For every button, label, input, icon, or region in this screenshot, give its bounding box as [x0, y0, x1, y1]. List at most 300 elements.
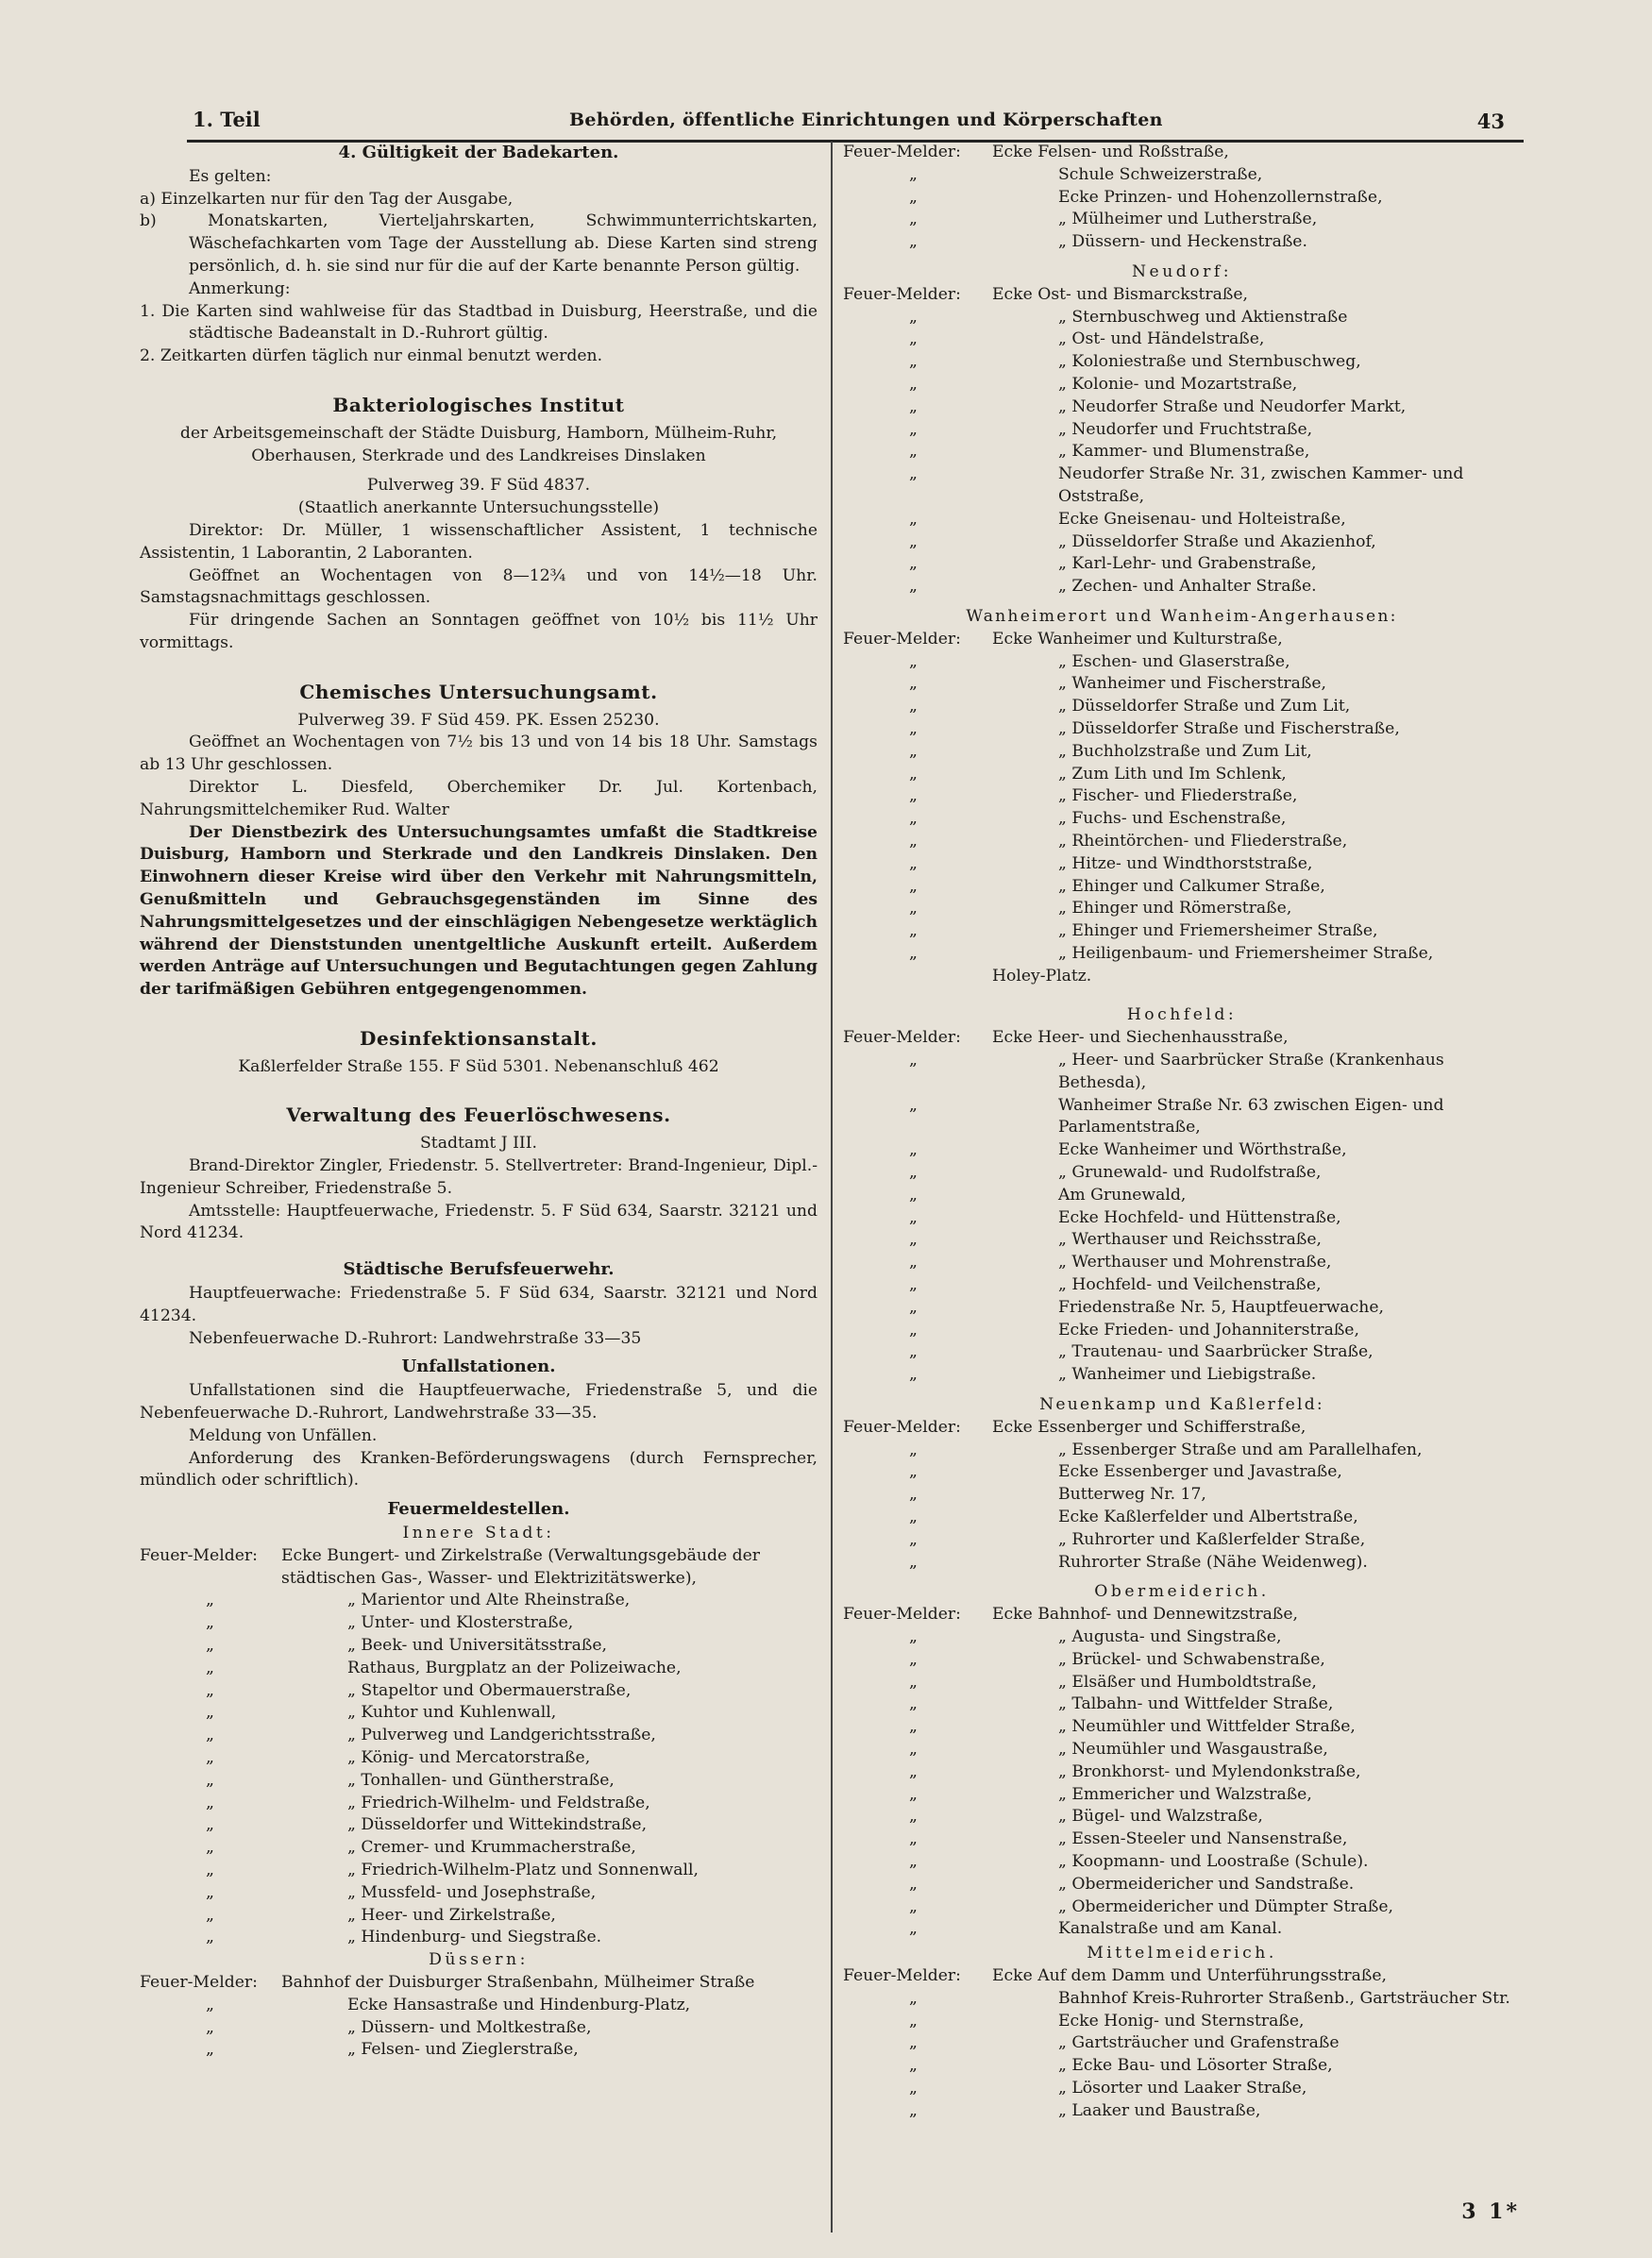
melder-label: „: [909, 651, 918, 671]
list-item: [843, 1507, 1521, 1529]
list-item: [843, 2011, 1521, 2033]
list-item: [843, 1626, 1521, 1649]
melder-location: Ecke Ost- und Bismarckstraße,: [992, 284, 1248, 304]
list-item: [843, 1341, 1521, 1364]
list-item: [843, 231, 1521, 254]
melder-location: Ecke Frieden- und Johanniterstraße,: [1058, 1320, 1359, 1340]
paragraph: Anmerkung:: [189, 278, 291, 298]
melder-location: Am Grunewald,: [1058, 1185, 1187, 1205]
melder-label: „: [909, 1051, 918, 1070]
melder-label: „: [909, 329, 918, 349]
melder-location: „ Fischer- und Fliederstraße,: [1058, 786, 1298, 806]
list-item: [843, 2032, 1521, 2055]
melder-location: „ Werthauser und Mohrenstraße,: [1058, 1253, 1332, 1272]
district-title: Innere Stadt:: [402, 1524, 555, 1543]
melder-label: „: [909, 1163, 918, 1183]
melder-location: Ecke Gneisenau- und Holteistraße,: [1058, 509, 1346, 529]
melder-label: „: [909, 1185, 918, 1205]
melder-label: „: [909, 1207, 918, 1227]
list-item: [140, 1927, 818, 1949]
address: Pulverweg 39. F Süd 4837.: [366, 476, 591, 496]
melder-location: „ Elsäßer und Humboldtstraße,: [1058, 1672, 1317, 1692]
melder-location: „ Friedrich-Wilhelm-Platz und Sonnenwall,: [347, 1860, 699, 1879]
list-item: [843, 1851, 1521, 1874]
melder-label: „: [909, 2033, 918, 2053]
melder-location: „ Brückel- und Schwabenstraße,: [1058, 1649, 1325, 1669]
paragraph: Hauptfeuerwache: Friedenstraße 5. F Süd 634, Saarstr. 32121 und Nord 41234.: [140, 1284, 818, 1325]
melder-label: „: [206, 1636, 214, 1656]
melder-location: Bahnhof der Duisburger Straßenbahn, Mülheimer Straße: [281, 1972, 755, 1992]
melder-location: Ecke Hochfeld- und Hüttenstraße,: [1058, 1207, 1341, 1227]
list-item: 1. Die Karten sind wahlweise für das Stadtbad in Duisburg, Heerstraße, und die städtische Badeanstalt in D.-Ruhrort gültig.: [140, 301, 818, 344]
melder-location: Kanalstraße und am Kanal.: [1058, 1919, 1283, 1939]
melder-label: „: [909, 374, 918, 394]
melder-location: Ecke Wanheimer und Wörthstraße,: [1058, 1140, 1347, 1160]
melder-label: „: [909, 674, 918, 694]
district-title: Mittelmeiderich.: [1087, 1944, 1277, 1963]
melder-label: „: [909, 697, 918, 716]
signature-mark: 3 1*: [1461, 2199, 1520, 2224]
section-desinfektion: [140, 1028, 818, 1079]
fire-alarm-list: [843, 629, 1521, 988]
melder-location: „ Zechen- und Anhalter Straße.: [1058, 577, 1317, 597]
list-item: [843, 1604, 1521, 1626]
list-item: [843, 651, 1521, 674]
melder-label: „: [206, 1748, 214, 1767]
melder-location: „ Kolonie- und Mozartstraße,: [1058, 374, 1298, 394]
list-item: [843, 1761, 1521, 1784]
melder-location: Wanheimer Straße Nr. 63 zwischen Eigen- und Parlamentstraße,: [1058, 1095, 1444, 1137]
list-item: [140, 1793, 818, 1815]
list-item: [140, 1995, 818, 2017]
list-item: [843, 1185, 1521, 1207]
melder-label: Feuer-Melder:: [843, 1965, 961, 1985]
melder-location: „ Cremer- und Krummacherstraße,: [347, 1838, 636, 1858]
paragraph: Geöffnet an Wochentagen von 8—12¾ und von 14½—18 Uhr. Samstagsnachmittags geschlossen.: [140, 565, 818, 608]
melder-location: Schule Schweizerstraße,: [1058, 164, 1263, 184]
paragraph: Nebenfeuerwache D.-Ruhrort: Landwehrstraße 33—35: [189, 1328, 642, 1348]
list-item: [843, 673, 1521, 696]
paragraph: Der Dienstbezirk des Untersuchungsamtes umfaßt die Stadtkreise Duisburg, Hamborn und Sterkrade und den Landkreis Dinslaken. Den Einwohnern dieser Kreise wird über den Verkehr mit Nahrungsmitteln, Genußmitteln und Gebrauchsgegenständen im Sinne des Nahrungsmittelgesetzes und der einschlägigen Nebengesetze werktäglich während der Dienststunden unentgeltliche Auskunft erteilt. Außerdem werden Anträge auf Untersuchungen und Begutachtungen gegen Zahlung der tarifmäßigen Gebühren entgegengenommen.: [140, 822, 818, 1000]
list-item: [843, 1672, 1521, 1694]
list-item: [843, 1988, 1521, 2011]
list-item: [843, 1649, 1521, 1672]
melder-location: „ Koopmann- und Loostraße (Schule).: [1058, 1851, 1369, 1871]
list-item: [843, 1297, 1521, 1320]
list-item: [843, 1739, 1521, 1761]
melder-location: Ecke Auf dem Damm und Unterführungsstraße,: [992, 1965, 1387, 1985]
melder-label: „: [909, 1485, 918, 1505]
melder-label: „: [206, 1591, 214, 1610]
melder-label: Feuer-Melder:: [843, 1605, 961, 1625]
melder-label: „: [909, 210, 918, 229]
melder-label: „: [909, 853, 918, 873]
list-item: [843, 920, 1521, 943]
melder-label: „: [206, 1928, 214, 1947]
list-item: [843, 718, 1521, 741]
melder-location: „ Hitze- und Windthorststraße,: [1058, 853, 1313, 873]
melder-label: „: [909, 1529, 918, 1549]
district-title: Neudorf:: [1132, 261, 1232, 281]
melder-location: Rathaus, Burgplatz an der Polizeiwache,: [347, 1658, 682, 1677]
list-item: [843, 1274, 1521, 1297]
melder-location: „ Hochfeld- und Veilchenstraße,: [1058, 1275, 1322, 1295]
melder-location: „ Neumühler und Wittfelder Straße,: [1058, 1717, 1356, 1737]
melder-location: „ Obermeidericher und Sandstraße.: [1058, 1874, 1355, 1894]
list-item: [843, 553, 1521, 576]
melder-location: „ Düssern- und Moltkestraße,: [347, 2017, 592, 2037]
melder-label: Feuer-Melder:: [843, 143, 961, 161]
list-item: [843, 1716, 1521, 1739]
list-item: [843, 396, 1521, 419]
melder-location: Ecke Wanheimer und Kulturstraße,: [992, 629, 1283, 649]
melder-label: Feuer-Melder:: [843, 284, 961, 304]
fire-alarm-list: [843, 1965, 1521, 2123]
melder-label: „: [909, 187, 918, 207]
section-heading: Unfallstationen.: [401, 1356, 556, 1377]
list-item: [140, 1860, 818, 1882]
list-item: [843, 1828, 1521, 1851]
list-item: [843, 1320, 1521, 1342]
paragraph: Brand-Direktor Zingler, Friedenstr. 5. Stellvertreter: Brand-Ingenieur, Dipl.-Ingenieur Schreiber, Friedenstraße 5.: [140, 1156, 818, 1198]
section-chemisch: [140, 682, 818, 1002]
melder-label: Feuer-Melder:: [843, 1028, 961, 1048]
melder-label: „: [909, 921, 918, 941]
list-item: [843, 764, 1521, 786]
fire-alarm-list: [140, 1972, 818, 2062]
list-item: [843, 1784, 1521, 1807]
melder-label: „: [206, 1793, 214, 1812]
melder-label: „: [909, 1462, 918, 1482]
melder-label: „: [909, 419, 918, 439]
paragraph: Unfallstationen sind die Hauptfeuerwache, Friedenstraße 5, und die Nebenfeuerwache D.-Ruhrort, Landwehrstraße 33—35.: [140, 1381, 818, 1424]
melder-location: „ Sternbuschweg und Aktienstraße: [1058, 307, 1348, 327]
melder-label: „: [206, 1882, 214, 1902]
melder-label: „: [909, 442, 918, 462]
melder-label: „: [909, 509, 918, 529]
list-item: [843, 329, 1521, 351]
address: Kaßlerfelder Straße 155. F Süd 5301. Nebenanschluß 462: [238, 1056, 719, 1076]
melder-label: „: [206, 1613, 214, 1633]
list-item: [843, 1207, 1521, 1230]
melder-location: „ Düsseldorfer Straße und Akazienhof,: [1058, 531, 1376, 551]
melder-location: „ Düssern- und Heckenstraße.: [1058, 232, 1307, 252]
melder-location: Ecke Honig- und Sternstraße,: [1058, 2011, 1305, 2031]
melder-location: „ Düsseldorfer Straße und Zum Lit,: [1058, 697, 1351, 716]
page-number: 43: [1476, 110, 1505, 133]
melder-label: [843, 966, 992, 988]
list-item: [140, 1905, 818, 1928]
paragraph: Amtsstelle: Hauptfeuerwache, Friedenstr. 5. F Süd 634, Saarstr. 32121 und Nord 41234.: [140, 1201, 818, 1243]
paragraph: (Staatlich anerkannte Untersuchungsstelle): [297, 498, 660, 518]
list-item: [140, 1747, 818, 1770]
melder-location: „ Pulverweg und Landgerichtsstraße,: [347, 1726, 656, 1745]
melder-label: „: [909, 1649, 918, 1669]
list-item: [843, 531, 1521, 554]
melder-label: „: [909, 352, 918, 372]
melder-location: „ Augusta- und Singstraße,: [1058, 1627, 1282, 1646]
list-item: [843, 741, 1521, 764]
melder-label: „: [206, 2040, 214, 2060]
melder-location: „ Ehinger und Römerstraße,: [1058, 899, 1292, 918]
melder-label: „: [909, 1988, 918, 2008]
list-item: [843, 463, 1521, 509]
melder-location: „ Marientor und Alte Rheinstraße,: [347, 1591, 631, 1610]
list-item: [843, 1694, 1521, 1716]
melder-location: „ Ecke Bau- und Lösorter Straße,: [1058, 2056, 1333, 2076]
paragraph: Geöffnet an Wochentagen von 7½ bis 13 und von 14 bis 18 Uhr. Samstags ab 13 Uhr geschlossen.: [140, 733, 818, 775]
district-title: Hochfeld:: [1126, 1005, 1238, 1025]
melder-location: „ Fuchs- und Eschenstraße,: [1058, 809, 1287, 829]
melder-label: Feuer-Melder:: [140, 1972, 258, 1992]
melder-label: „: [909, 831, 918, 851]
melder-label: „: [909, 464, 918, 484]
list-item: b) Monatskarten, Vierteljahrskarten, Schwimmunterrichtskarten, Wäschefachkarten vom Tage der Ausstellung ab. Diese Karten sind streng persönlich, d. h. sie sind nur für die auf der Karte benannte Person gültig.: [140, 211, 818, 276]
melder-label: „: [909, 554, 918, 574]
list-item: [843, 576, 1521, 598]
section-unfall: [140, 1356, 818, 1492]
melder-location: „ Rheintörchen- und Fliederstraße,: [1058, 831, 1348, 851]
melder-label: „: [909, 232, 918, 252]
melder-label: „: [909, 1739, 918, 1759]
list-item: [843, 1484, 1521, 1507]
melder-label: „: [909, 1140, 918, 1160]
list-item: [843, 2055, 1521, 2078]
list-item: [843, 1027, 1521, 1050]
page-header: [187, 102, 1524, 143]
melder-label: „: [909, 1508, 918, 1527]
district-title: Obermeiderich.: [1094, 1582, 1270, 1602]
melder-location: Ecke Heer- und Siechenhausstraße,: [992, 1028, 1289, 1048]
list-item: [140, 2039, 818, 2062]
melder-location: Butterweg Nr. 17,: [1058, 1485, 1206, 1505]
melder-label: „: [909, 1297, 918, 1317]
melder-location: „ Ehinger und Friemersheimer Straße,: [1058, 921, 1378, 941]
paragraph: Meldung von Unfällen.: [189, 1425, 378, 1445]
melder-label: Feuer-Melder:: [843, 629, 961, 649]
melder-location: „ Talbahn- und Wittfelder Straße,: [1058, 1694, 1334, 1714]
melder-label: „: [909, 2100, 918, 2120]
melder-label: „: [909, 2056, 918, 2076]
melder-label: „: [909, 164, 918, 184]
melder-label: „: [206, 1995, 214, 2014]
melder-label: „: [909, 396, 918, 416]
section-bakteriologisch: [140, 395, 818, 655]
melder-location: Ecke Kaßlerfelder und Albertstraße,: [1058, 1508, 1358, 1527]
section-heading: Städtische Berufsfeuerwehr.: [343, 1259, 615, 1280]
list-item: [140, 1635, 818, 1658]
list-item: [843, 876, 1521, 899]
melder-location: „ Eschen- und Glaserstraße,: [1058, 651, 1290, 671]
melder-location: „ Düsseldorfer und Wittekindstraße,: [347, 1815, 648, 1835]
list-item: [843, 696, 1521, 718]
list-item: [843, 164, 1521, 187]
melder-location: „ Koloniestraße und Sternbuschweg,: [1058, 352, 1361, 372]
section-feuerloesch: [140, 1104, 818, 1245]
paragraph: Anforderung des Kranken-Beförderungswagens (durch Fernsprecher, mündlich oder schriftlich).: [140, 1448, 818, 1491]
list-item: [843, 1874, 1521, 1896]
melder-label: „: [909, 1784, 918, 1804]
list-item: [843, 307, 1521, 329]
melder-label: „: [206, 1860, 214, 1879]
melder-location: Holey-Platz.: [992, 966, 1092, 986]
address: Pulverweg 39. F Süd 459. PK. Essen 25230.: [297, 710, 660, 730]
melder-location: „ Heiligenbaum- und Friemersheimer Straße,: [1058, 943, 1434, 963]
section-badekarten: [140, 142, 818, 368]
melder-label: „: [206, 1703, 214, 1723]
melder-location: „ Wanheimer und Fischerstraße,: [1058, 674, 1326, 694]
melder-label: „: [206, 1815, 214, 1835]
list-item: [843, 1417, 1521, 1440]
melder-location: „ Karl-Lehr- und Grabenstraße,: [1058, 554, 1317, 574]
melder-location: „ Mülheimer und Lutherstraße,: [1058, 210, 1318, 229]
melder-label: „: [909, 1829, 918, 1849]
section-heading: Verwaltung des Feuerlöschwesens.: [286, 1104, 671, 1127]
melder-location: Ecke Felsen- und Roßstraße,: [992, 143, 1229, 161]
melder-label: „: [909, 1896, 918, 1916]
list-item: [843, 1229, 1521, 1252]
list-item: [843, 209, 1521, 231]
melder-label: „: [206, 1680, 214, 1700]
section-heading: Bakteriologisches Institut: [332, 393, 625, 416]
melder-location: „ Bronkhorst- und Mylendonkstraße,: [1058, 1761, 1361, 1781]
melder-location: Ecke Essenberger und Javastraße,: [1058, 1462, 1342, 1482]
melder-label: „: [909, 1717, 918, 1737]
melder-label: „: [909, 718, 918, 738]
list-item: [843, 808, 1521, 831]
list-item: [140, 1545, 818, 1591]
melder-location: „ König- und Mercatorstraße,: [347, 1748, 591, 1767]
right-column: [843, 142, 1521, 2123]
melder-location: „ Neudorfer Straße und Neudorfer Markt,: [1058, 396, 1407, 416]
melder-location: Ecke Prinzen- und Hohenzollernstraße,: [1058, 187, 1383, 207]
melder-location: „ Essenberger Straße und am Parallelhafen,: [1058, 1440, 1423, 1459]
melder-location: „ Kuhtor und Kuhlenwall,: [347, 1703, 557, 1723]
paragraph: Es gelten:: [189, 166, 272, 186]
melder-label: „: [909, 1365, 918, 1385]
list-item: [843, 1139, 1521, 1162]
melder-label: „: [909, 741, 918, 761]
melder-location: Friedenstraße Nr. 5, Hauptfeuerwache,: [1058, 1297, 1385, 1317]
section-heading: Feuermeldestellen.: [387, 1499, 570, 1520]
melder-location: „ Emmericher und Walzstraße,: [1058, 1784, 1312, 1804]
melder-location: „ Grunewald- und Rudolfstraße,: [1058, 1163, 1322, 1183]
list-item: [140, 1658, 818, 1680]
melder-location: Ecke Bungert- und Zirkelstraße (Verwaltungsgebäude der städtischen Gas-, Wasser- und Elektrizitätswerke),: [281, 1545, 760, 1588]
melder-location: Ecke Hansastraße und Hindenburg-Platz,: [347, 1995, 691, 2014]
melder-label: „: [909, 1627, 918, 1646]
list-item: [843, 419, 1521, 442]
fire-alarm-list: [843, 1027, 1521, 1387]
list-item: [140, 1612, 818, 1635]
list-item: [843, 1918, 1521, 1941]
melder-location: „ Ruhrorter und Kaßlerfelder Straße,: [1058, 1529, 1366, 1549]
melder-label: „: [909, 1851, 918, 1871]
melder-label: „: [206, 1658, 214, 1677]
melder-label: „: [909, 809, 918, 829]
melder-location: „ Unter- und Klosterstraße,: [347, 1613, 574, 1633]
melder-label: „: [909, 764, 918, 784]
melder-label: „: [206, 1838, 214, 1858]
melder-location: „ Düsseldorfer Straße und Fischerstraße,: [1058, 718, 1400, 738]
list-item: [843, 351, 1521, 374]
list-item: [140, 1814, 818, 1837]
melder-location: „ Mussfeld- und Josephstraße,: [347, 1882, 597, 1902]
list-item: 2. Zeitkarten dürfen täglich nur einmal benutzt werden.: [140, 346, 603, 366]
melder-label: „: [206, 2017, 214, 2037]
melder-location: Ecke Bahnhof- und Dennewitzstraße,: [992, 1605, 1299, 1625]
melder-label: „: [909, 1874, 918, 1894]
melder-location: „ Buchholzstraße und Zum Lit,: [1058, 741, 1312, 761]
list-item: [843, 898, 1521, 920]
list-item: [140, 1702, 818, 1725]
melder-location: „ Neumühler und Wasgaustraße,: [1058, 1739, 1328, 1759]
paragraph: der Arbeitsgemeinschaft der Städte Duisburg, Hamborn, Mülheim-Ruhr, Oberhausen, Sterkrade und des Landkreises Dinslaken: [179, 423, 778, 465]
section-heading: Chemisches Untersuchungsamt.: [299, 680, 658, 703]
melder-label: Feuer-Melder:: [140, 1545, 258, 1565]
melder-location: „ Ost- und Händelstraße,: [1058, 329, 1265, 349]
melder-location: „ Tonhallen- und Güntherstraße,: [347, 1770, 615, 1790]
list-item: [140, 2017, 818, 2040]
list-item: [843, 2100, 1521, 2123]
melder-location: Ruhrorter Straße (Nähe Weidenweg).: [1058, 1552, 1368, 1572]
list-item: [843, 1050, 1521, 1095]
list-item: [843, 1896, 1521, 1919]
fire-alarm-list: [843, 1604, 1521, 1941]
melder-location: „ Trautenau- und Saarbrücker Straße,: [1058, 1342, 1374, 1362]
melder-label: „: [909, 577, 918, 597]
list-item: [843, 1252, 1521, 1274]
melder-label: „: [909, 1230, 918, 1250]
list-item: [843, 142, 1521, 164]
melder-location: „ Zum Lith und Im Schlenk,: [1058, 764, 1287, 784]
melder-label: „: [909, 2011, 918, 2031]
list-item: [843, 785, 1521, 808]
melder-label: „: [909, 1552, 918, 1572]
list-item: [843, 831, 1521, 853]
section-heading: 4. Gültigkeit der Badekarten.: [338, 143, 619, 162]
list-item: [140, 1770, 818, 1793]
melder-location: „ Obermeidericher und Dümpter Straße,: [1058, 1896, 1394, 1916]
melder-location: „ Wanheimer und Liebigstraße.: [1058, 1365, 1317, 1385]
list-item: [140, 1680, 818, 1703]
list-item: [843, 2078, 1521, 2100]
list-item: [843, 1552, 1521, 1575]
melder-location: „ Essen-Steeler und Nansenstraße,: [1058, 1829, 1348, 1849]
fire-alarm-list: [843, 1417, 1521, 1575]
list-item: [843, 1965, 1521, 1988]
list-item: [140, 1972, 818, 1995]
melder-location: „ Werthauser und Reichsstraße,: [1058, 1230, 1323, 1250]
melder-location: „ Gartsträucher und Grafenstraße: [1058, 2033, 1340, 2053]
melder-location: „ Heer- und Saarbrücker Straße (Krankenhaus Bethesda),: [1058, 1051, 1444, 1092]
list-item: [140, 1837, 818, 1860]
list-item: [843, 441, 1521, 463]
melder-label: „: [206, 1770, 214, 1790]
paragraph: Direktor: Dr. Müller, 1 wissenschaftlicher Assistent, 1 technische Assistentin, 1 Laborantin, 2 Laboranten.: [140, 520, 818, 563]
melder-label: „: [909, 1440, 918, 1459]
fire-alarm-list: [140, 1545, 818, 1949]
list-item: a) Einzelkarten nur für den Tag der Ausgabe,: [140, 189, 514, 209]
melder-label: „: [909, 943, 918, 963]
melder-label: „: [909, 1253, 918, 1272]
paragraph: Stadtamt J III.: [420, 1134, 537, 1154]
list-item: [843, 1461, 1521, 1484]
melder-label: „: [909, 1761, 918, 1781]
list-item: [140, 1590, 818, 1612]
district-title: Wanheimerort und Wanheim-Angerhausen:: [966, 606, 1398, 626]
list-item: [843, 1529, 1521, 1552]
